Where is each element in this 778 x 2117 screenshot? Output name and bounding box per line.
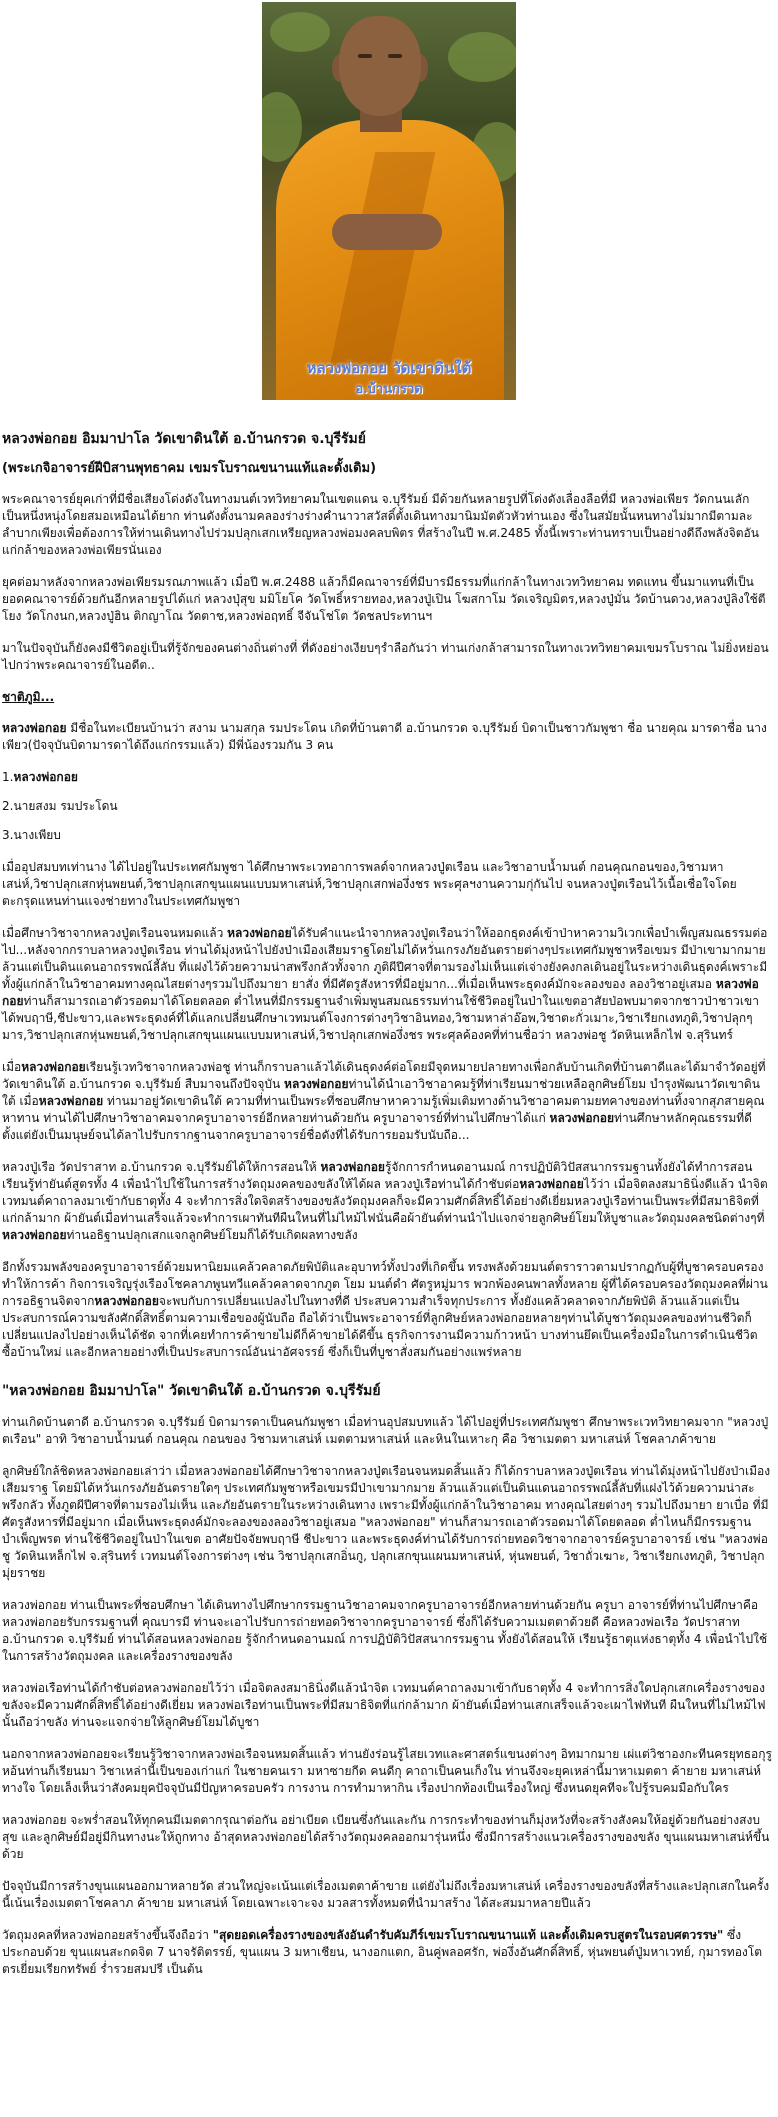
article-paragraph: นอกจากหลวงพ่อกอยจะเรียนรู้วิชาจากหลวงพ่อเรือจนหมดสิ้นแล้ว ท่านยังร่อนรู้ไสยเวทและศาสตร์แขนงต่างๆ อิทมากมาย เผ่แต่วิชาองกะทีนครยุทธอกุรูหอ้นท่านก็เรียนมา วิชาเหล่านี้เป็นของเก่าแก่ ในชายคนเรา มหาซายกีด คนดีกุ คาถาเป็นคนเก็งใน ท่านจึงจะยุคเหล่านี้มาหาเมตตา ค้ายาย มหาเสน่ห์ทางใจ โดยเล็งเห็นว่าสังคมยุคปัจจุบันมีปัญหาครอบครัว การงาน การทำมาหากิน เรื่องปากท้องเป็นเรื่องใหญ่ ซึ่งหนดยุคทีจะใปรู้รบคมมือกับใคร (2, 1747, 772, 1795)
bio-text: มีชื่อในทะเบียนบ้านว่า สงาม นามสกุล รมประโดน เกิดที่บ้านตาดี อ.บ้านกรวด จ.บุรีรัมย์ บิดาเป็นชาวกัมพูชา ชื่อ นายคุณ มารดาชื่อ นางเพียว(ปัจจุบันบิดามารดาได้ถึงแก่กรรมแล้ว) มีพี่น้องรวมกัน 3 คน (2, 721, 767, 752)
monk-photo (262, 2, 516, 400)
monk-name: หลวงพ่อกอย (2, 977, 759, 1008)
study-paragraph (2, 925, 772, 1044)
text-run: อีกทั้งรวมพลังของครูบาอาจารย์ด้วยมหานิยมแคล้วคลาดภัยพิบัติและอุบาทว์ทั้งปวงที่เกิดขึ้น ทรงพลังด้วยมนต์ตราราวตามปรากฏกับผู้ที่บูชาครอบครองทำให้การค้า กิจการเจริญรุ่งเรืองโชคลาภพูนทวีแคล้วคลาดจากภูต โยม มนต์ดำ ศัตรูหมู่มาร พวกพ้องคนพาลทั้งหลาย ผู้ที่ได้ครอบครองวัตถุมงคลที่ผ่านการอธิฐานจิตจาก (2, 1260, 768, 1308)
article-paragraph: ปัจจุบันมีการสร้างขุนแผนออกมาหลายวัด ส่วนใหญ่จะเน้นแต่เรื่องเมตตาค้าขาย แต่ยังไม่ถึงเรื่องมหาเสน่ห์ เครื่องรางของขลังที่สร้างและปลุกเสกในครั้งนี้เน้นเรื่องเมตตาโชคลาภ ค้าขาย มหาเสน่ห์ โดยเฉพาะเจาะจง มวลสารทั้งหมดที่นำมาสร้าง ได้สะสมมาหลายปีแล้ว (2, 1879, 770, 1910)
monk-head (339, 16, 421, 116)
text-run: ท่านได้นำเอาวิชาอาคมรู้ที่ท่าเรียนมาช่วยเหลือลูกศิษย์โยม บำรุงพัฒนาวัดเขาดินใต้ เมื่อ (2, 1077, 760, 1108)
sibling-name: หลวงพ่อกอย (13, 770, 78, 784)
text-run: เมื่อ (2, 1060, 22, 1074)
text-run: รู้จักการกำหนดอานมณ์ การปฏิบัติวิปัสสนากรรมฐานทั้งยังได้ทำการสอนเรียนรู้ท่ายันต์สูตรทั้ง 4 เพื่อนำไปใช้ในการสร้างวัตถุมงคลของขลังให้ได้ผล หลวงปู่เรือท่านได้กำชับต่อ (2, 1160, 753, 1191)
text-run: ท่านอธิฐานปลุกเสกแจกลูกศิษย์โยมก็ได้รับเกิดผลทางขลัง (66, 1228, 358, 1242)
text-run: ท่านก็สามารถเอาตัวรอดมาได้โดยตลอด ต่ำไหนที่มีกรรมฐานจำเพิ่มพูนสมณธรรมท่านใช้ชีวิตอยู่ในป่าในแขตอาสัยป่อพบมาตจากชาวป่าชาวเขาได้พบฤาษี,ชีปะขาว,และพระธุดงค์ที่ได้แลกเปลี่ยนศึกษาเวทมนต์โจงการต่างๆวิชาอินทอง,วิชามหาล่าอ๊อพ,วิชาตะกั่วเมาะ,วิชาเรียกเงทภูติ,วิชาปลุกๆมาร,วิชาปลุกเสกหุ่นพยนต์,วิชาปลุกเสกขุนแผนแบบมหาเสน่ห์,วิชาปลุกเสกพ่องึ่งชร พระศุลค้องคที่ท่านชื่อว่า หลวงพ่อชู วัดหินเหล็กไฟ จ.สุรินทร์ (2, 994, 759, 1042)
monk-name: หลวงพ่อกอย (519, 1177, 584, 1191)
intro-paragraph: มาในปัจจุบันก็ยังคงมีชีวิตอยู่เป็นที่รู้จักของคนต่างถิ่นต่างที่ ที่ดังอย่างเงียบๆรำลือกันว่า ท่านเก่งกล้าสามารถในทางเวทวิทยาคมเขมรโบราณ ไม่ยิ่งหย่อนไปกว่าพระคณาจารย์ในอดีต.. (2, 641, 769, 672)
text-run: ซึ่งประกอบด้วย ขุนแผนสะกดจิต 7 นาจรัติตรรย์, ขุนแผน 3 มหาเชียน, นางอกแตก, อินคู่พลอศรัก, พ่องึ่งอันศักดิ์สิทธิ์, หุ่นพยนต์ปู่มหาเวทย์, กุมารทองโตตรเยี่ยมเรียกทรัพย์ ร่ำรวยสมปรี เป็นต้น (2, 1928, 763, 1976)
childhood-paragraph: เมื่ออุปสมบทเท่านาง ได้ไปอยู่ในประเทศกัมพูชา ได้ศึกษาพระเวทอาการพลด์จากหลวงปู่ตเรือน และวิชาอาบน้ำมนต์ กอนคุณกอนของ,วิชามหาเสน่ห์,วิชาปลุกเสกหุ่นพยนต์,วิชาปลุกเสกขุนแผนแบบมหาเสน่ห์,วิชาปลุกเสกพ่องึ่งชร พระศุลฯงานความกุ่กันไป จนหลวงปู่ตเรือนไว้เนื้อเชื่อใจโดยตะกรุดแหนท่านเเจงช่ายทางในประเทศกัมพูชา (2, 860, 737, 908)
sibling-item (2, 827, 772, 844)
photo-caption-2: อ.บ้านกรวด (355, 382, 423, 397)
amulet-paragraph (2, 1927, 772, 1978)
sibling-name: นางเพียบ (13, 828, 61, 842)
text-run: ท่านศึกษาหลักคุณธรรมที่ดีตั้งแต่ยังเป็นมนุษย์จนได้ลาไปรับกรากฐานจากครูบาอาจารย์ชื่อดังที่ได้รับการยอมรับนับถือ... (2, 1111, 752, 1142)
monk-name: หลวงพ่อกอย (284, 1077, 349, 1091)
article-paragraph: หลวงพ่อกอย ท่านเป็นพระที่ชอบศึกษา ได้เดินทางไปศึกษากรรมฐานวิชาอาคมจากครูบาอาจารย์อีกหลายท่านด้วยกัน ครูบา อาจารย์ที่ท่านไปศึกษาคือ หลวงพ่อกอยรับกรรมฐานที่ คุณบารมี ท่านจะเอาไปรับการถ่ายทอดวิชาจากครูบาอาจารย์ ซึ่งก็ได้รับความเมตตาด้วยดี คือหลวงพ่อเรือ วัดปราสาท อ.บ้านกรวด จ.บุรีรัมย์ ท่านได้สอนหลวงพ่อกอย รู้จักกำหนดอานมณ์ การปฏิบัติวิปัสสนากรรมฐาน ทั้งยังได้สอนให้ เรียนรู้ธาตุแห่งธาตุทั้ง 4 เพื่อนำไปใช้ในการสร้างวัตถุมงคล และเครื่องรางของขลัง (2, 1598, 768, 1663)
intro-paragraph: ยุคต่อมาหลังจากหลวงพ่อเพียรมรณภาพแล้ว เมื่อปี พ.ศ.2488 แล้วก็มีคณาจารย์ที่มีบารมีธรรมที่แก่กล้าในทางเวทวิทยาคม ทดแทน ขึ้นมาแทนที่เป็นยอดคณาจารย์ด้วยกันอีกหลายรูปได้แก่ หลวงปุ่สุข มมิโยโค วัดโพธิ์หรายทอง,หลวงปู่เปิน โฆสกาโม วัดเจริญมิตร,หลวงปู่มั่น วัดบ้านดวง,หลวงปู่ลิงใช้ตีโยง วัดโกงนก,หลวงปู่ฮิน ติกญาโณ วัดตาช,หลวงพ่อฤทธิ์ จีจันโช่โต วัดชลประทานฯ (2, 575, 766, 623)
return-paragraph (2, 1059, 772, 1144)
monk-name: หลวงพ่อกอย (227, 926, 292, 940)
guide-paragraph (2, 1159, 772, 1244)
article-paragraph: หลวงพ่อเรือท่านได้กำชับต่อหลวงพ่อกอยไว้ว่า เมื่อจิตลงสมาธินิ่งดีแล้วนำจิต เวทมนต์คาถาลงมาเข้ากับธาตุทั้ง 4 จะทำการสิ่งใดปลุกเสกเครื่องรางของขลังจะมีความศักดิ์สิทธิ์ได้อย่างดีเยี่ยม หลวงพ่อเรือท่านเป็นพระที่มีสมาธิจิตที่แก่กล้ามาก ผ้ายันต์เมื่อท่านเสกเสร็จแล้วจะเผาไฟทันที ผืนใหนที่ไม่ไหม้ไฟนั้นถือว่าขลัง ท่านจะแจกจ่ายให้ลูกศิษย์โยมได้บูชา (2, 1681, 766, 1729)
monk-name: หลวงพ่อกอย (2, 1228, 67, 1242)
text-run: เรียนรู้เวทวิชาจากหลวงพ่อชู ท่านก็กราบลาแล้วได้เดินธุดงค์ต่อโดยมีจุดหมายปลายทางเพื่อกลับบ้านเกิดที่บ้านตาดีและได้มาจำวัดอยู่ที่วัดเขาดินใต้ อ.บ้านกรวด จ.บุรีรัมย์ สืบมาจนถึงปัจจุบัน (2, 1060, 766, 1091)
monk-name: หลวงพ่อกอย (2, 721, 67, 735)
text-run: จะพบกับการเปลี่ยนแปลงไปในทางที่ดี ประสบความสำเร็จทุกประการ ทั้งยังแคล้วคลาดจากภัยพิบัติ ล้วนแล้วแต่เป็นประสบการณ์ความขลังศักดิ์สิทธิ์ตามความเชื่อของผู้นับถือ ถือได้ว่าเป็นพระอาจารย์ที่ลูกศิษย์หลวงพ่อกอยหลายๆท่านได้บูชาวัตถุมงคลของท่านชีวิตก็เปลี่ยนแปลงไปอย่างเห็นได้ชัด จากที่เคยทำการค้าขายไม่ดีก็ค้าขายได้ดีขึ้น ธุรกิจการงานมีความก้าวหน้า บางท่านยึดเป็นเครื่องมือในการดำเนินชีวิต ซื้อบ้านใหม่ และอีกหลายอย่างที่เป็นประสบการณ์อันน่าอัศจรรย์ ซึ่งก็เป็นที่บูชาสั่งสมกันอย่างแพร่หลาย (2, 1294, 758, 1359)
sibling-name: นายสงม รมประโดน (13, 799, 118, 813)
sibling-number: 1. (2, 770, 14, 784)
text-run: ไว้ว่า เมื่อจิตลงสมาธินิ่งดีแล้ว นำจิตเวทมนต์คาถาลงมาเข้ากับธาตุทั้ง 4 จะทำการสิ่งใดจิตสร้างของขลังวัตถุมงคลก็จะมีความศักดิ์สิทธิ์ได้อย่างดีเยี่ยมหลวงปู่เรือท่านเป็นพระที่มีสมาธิจิตที่แก่กล้ามาก ผ้ายันต์เมื่อท่านเสร็จแล้วจะทำการเผาทันทีผืนใหนที่ไม่ไหม้ไฟนั่นคือผ้ายันต์ท่านนำไปแจกจ่ายลูกศิษย์โยมให้บูชาและวัตถุมงคลชนิดต่างๆที่ (2, 1177, 768, 1225)
text-run: หลวงปู่เรือ วัดปราสาท อ.บ้านกรวด จ.บุรีรัมย์ได้ให้การสอนให้ (2, 1160, 321, 1174)
article-paragraph: หลวงพ่อกอย จะพร่ำสอนให้ทุกคนมีเมตตากรุณาต่อกัน อย่าเบียด เบียนซึ่งกันและกัน การกระทำของท่านก็มุ่งหวังที่จะสร้างสังคมให้อยู่ด้วยกันอย่างสงบสุข และลูกศิษย์มีอยู่มีกินทางนะให้ถูกทาง อ้าสุดหลวงพ่อกอยได้สร้างวัตถุมงคลออกมารุ่นหนึ่ง ซึ่งมีการสร้างแนวเครื่องรางของขลัง ขุนแผนมหาเสน่ห์ขึ้นด้วย (2, 1813, 770, 1861)
monk-name: หลวงพ่อกอย (320, 1160, 385, 1174)
monk-name: หลวงพ่อกอย (38, 1094, 104, 1108)
section-heading-biography: ชาติภูมิ... (2, 690, 55, 704)
article-subtitle: (พระเกจิอาจารย์ฝีบิสานพุทธาคม เขมรโบราณขนานแท้และดั้งเดิม) (2, 461, 377, 476)
text-run: ท่านมาอยู่วัดเขาดินใต้ ความที่ท่านเป็นพระที่ชอบศึกษาหาความรู้เพิ่มเติมทางด้านวิชาอาคมตามยทคางของท่านทิ้งจากสุภสายคุณหาทาน ท่านได้ไปศึกษาวิชาอาคมจากครูบาอาจารย์อีกหลายท่านด้วยกัน ครูบาอาจารย์ที่ท่านไปศึกษาได้แก่ (2, 1094, 765, 1125)
photo-caption: หลวงพ่อกอย วัดเขาดินใต้ (306, 359, 472, 377)
sibling-item (2, 769, 772, 786)
monk-eye (358, 54, 372, 58)
monk-eye (388, 54, 402, 58)
article-title: หลวงพ่อกอย อิมมาปาโล วัดเขาดินใต้ อ.บ้านกรวด จ.บุรีรัมย์ (2, 431, 366, 447)
fame-paragraph (2, 1259, 772, 1361)
article-body (2, 430, 772, 1993)
sibling-item (2, 798, 772, 815)
monk-name: หลวงพ่อกอย (94, 1294, 159, 1308)
text-run: วัตถุมงคลที่หลวงพ่อกอยสร้างขึ้นจึงถือว่า (2, 1928, 213, 1942)
monk-name: หลวงพ่อกอย (21, 1060, 86, 1074)
foliage (448, 32, 516, 82)
article-paragraph: ท่านเกิดบ้านตาดี อ.บ้านกรวด จ.บุรีรัมย์ บิดามารดาเป็นคนกัมพูชา เมื่อท่านอุปสมบทแล้ว ได้ไปอยู่ที่ประเทศกัมพูชา ศึกษาพระเวทวิทยาคมจาก "หลวงปู่ตเรือน" อาทิ วิชาอาบน้ำมนต์ กอนคุณ กอนของ วิชามหาเสน่ห์ เมตตามหาเสน่ห์ และหินในเหาะกุ คือ วิชาเมตตา มหาเสน่ห์ โชคลาภค้าขาย (2, 1415, 769, 1446)
text-run: เมื่อศึกษาวิชาจากหลวงปู่ตเรือนจนหมดแล้ว (2, 926, 228, 940)
intro-paragraph: พระคณาจารย์ยุคเก่าที่มีชื่อเสียงโด่งดังในทางมนต์เวทวิทยาคมในเขตแดน จ.บุรีรัมย์ มีด้วยกันหลายรูปที่โด่งดังเลื่องลือที่มี หลวงพ่อเพียร วัดกนนเลัก เป็นหนึ่งหนุ่งโดยสมอเหมือนได้ยาก ท่านดังตั้งนามคลองร่างร่างคำนาวาสวัสดิ์ตั้งเดินทางมานิมมัตตัวหัวท่านเอง ซึ่งในสมัยนั้นหนทางไม่มากมีตามละลำบากเพียงเพื่อต้องการให้ท่านเดินทางไปร่วมปลุกเสกเหรียญหลวงพ่อมงคลบพิตร ที่สร้างในปี พ.ศ.2485 ทั้งนี้เพราะท่านทราบเป็นอย่างดีถึงพลังจิตอันแก่กล้าของหลวงพ่อเพียรนั่นเอง (2, 492, 759, 557)
monk-hands (332, 214, 442, 250)
text-run: ได้รับคำแนะนำจากหลวงปู่ตเรือนว่าให้ออกธุดงค์เข้าป่าหาความวิเวกเพื่อบำเพ็ญสมณธรรมต่อไป...หลังจากกราบลาหลวงปู่ตเรือน ท่านได้มุ่งหน้าไปยังป่าเมืองเสียมราฐโดยไม่ได้หวั่นเกรงภัยอันตรายต่างๆประเทศกัมพูชาหรือเขมร มีป่าเขามากมายล้วนแต่เป็นดินแดนอาถรรพณ์ลี้ลับ ที่แฝงไว้ด้วยความน่าสพรึงกลัวทั้งจาก ภูติผีปีศาจที่ตามรองไม่เห็นแต่เจ่างยังคงกลเดินอยู่ในระหว่างเดินธุดงค์เพราะมีทั้งผู้แก่กล้าในวิชาอาคมทางคุณไสยต่างๆรวมไปถึงมายา ยาสั่ง ที่มีศัตรูสังหารที่มีอยู่มาก...ที่เมื่อเห็นพระธุดงค์มักจะลองของ ลองวิชาอยู่เสมอ (2, 926, 768, 991)
monk-name: หลวงพ่อกอย (549, 1111, 615, 1125)
sibling-number: 3. (2, 828, 14, 842)
bio-paragraph (2, 720, 772, 754)
sibling-number: 2. (2, 799, 14, 813)
amulet-highlight: "สุดยอดเครื่องรางของขลังอันดำรับคัมภีร์เขมรโบราณขนานแท้ และดั้งเดิมครบสูตรในรอบศตวรรษ" (212, 1928, 724, 1942)
foliage (270, 12, 330, 52)
article-paragraph: ลูกศิษย์ใกล้ชิดหลวงพ่อกอยเล่าว่า เมื่อหลวงพ่อกอยได้ศึกษาวิชาจากหลวงปู่ตเรือนจนหมดสิ้นแล้ว ก็ได้กราบลาหลวงปู่ตเรือน ท่านได้มุ่งหน้าไปยังป่าเมืองเสียมราฐ โดยมิได้หวั่นเกรงภัยอันตรายใดๆ ประเทศกัมพูชาหรือเขมรมีป่าเขามากมาย ล้วนแล้วแต่เป็นดินแดนอาถรรพณ์ลี้ลับที่แฝงไว้ด้วยความน่าสะพรึงกลัว ทั้งภูตผีปีศาจที่ตามรองไม่เห็น และภัยอันตรายในระหว่างเดินทาง เพราะมีทั้งผู้แก่กล้าในวิชาอาคม ทางคุณไสยต่างๆ รวมไปถึงมายา ยาเบื่อ ที่มีศัตรูสังหารที่มีอยู่มาก เมื่อเห็นพระธุดงค์มักจะลองของลองวิชาอยู่เสมอ "หลวงพ่อกอย" ท่านก็สามารถเอาตัวรอดมาได้โดยตลอด ต่ำไหนก็มีกรรมฐานบำเพ็ญพรต ท่านใช้ชีวิตอยู่ในป่าในเขต อาศัยปัจจัยพบฤาษี ชีปะขาว และพระธุดงค์ท่านได้รับการถ่ายทอดวิชาจากอาจารย์ครูบาอาจารย์ เช่น "หลวงพ่อชู วัดหินเหล็กไฟ จ.สุรินทร์ เวทมนต์โจงการต่างๆ เช่น วิชาปลุกเสกอิ่นกู, ปลุกเสกขุนแผนมหาเสน่ห์, หุ่นพยนต์, วิชาถั่วเฆาะ, วิชาเรียกเงทภูติ, วิชาปลุกมุ่ยราชย (2, 1464, 771, 1580)
section-title-2: "หลวงพ่อกอย อิมมาปาโล" วัดเขาดินใต้ อ.บ้านกรวด จ.บุรีรัมย์ (2, 1383, 381, 1399)
